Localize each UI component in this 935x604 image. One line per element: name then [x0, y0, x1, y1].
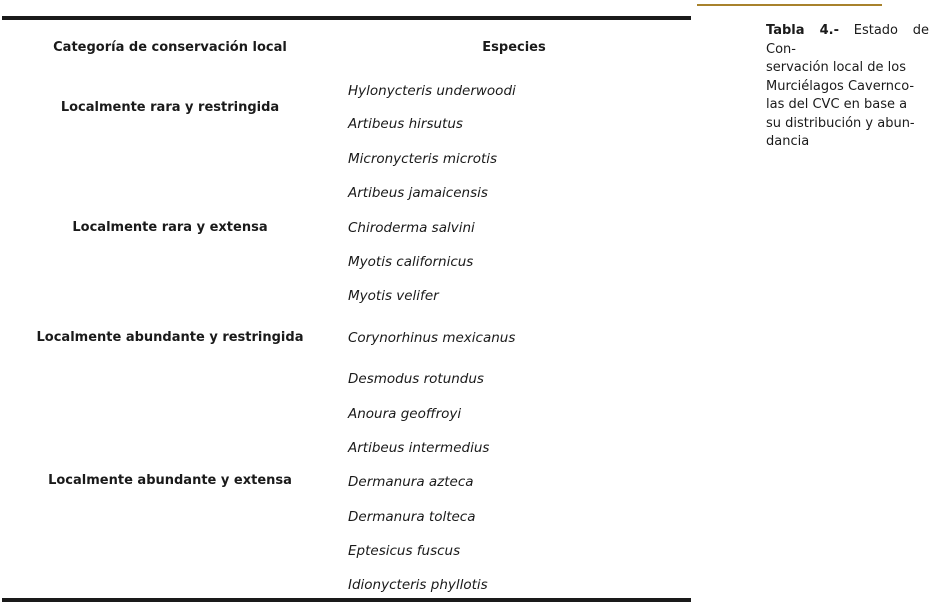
species-name: Hylonycteris underwoodi — [348, 83, 516, 99]
caption-line: las del CVC en base a — [766, 97, 908, 112]
caption-label: Tabla 4.- — [766, 23, 840, 38]
caption-line: su distribución y abun- — [766, 115, 915, 131]
caption-line: Murciélagos Cavernco- — [766, 78, 915, 94]
caption-line: dancia — [766, 134, 810, 149]
table-caption — [766, 22, 929, 152]
column-header-species: Especies — [482, 40, 546, 55]
category-label: Localmente abundante y extensa — [48, 473, 292, 488]
caption-accent-rule — [697, 4, 882, 6]
species-name: Myotis californicus — [348, 254, 474, 270]
species-name: Desmodus rotundus — [348, 371, 484, 387]
caption-line: servación local de los — [766, 60, 907, 75]
species-name: Anoura geoffroyi — [348, 406, 462, 422]
species-name: Artibeus hirsutus — [348, 116, 463, 132]
category-label: Localmente rara y extensa — [72, 220, 268, 235]
category-label: Localmente rara y restringida — [60, 100, 280, 115]
species-name: Micronycteris microtis — [348, 151, 498, 167]
species-name: Myotis velifer — [348, 288, 439, 304]
table-top-rule — [2, 16, 691, 20]
species-name: Corynorhinus mexicanus — [348, 330, 516, 346]
species-name: Eptesicus fuscus — [348, 543, 461, 559]
species-name: Artibeus intermedius — [348, 440, 490, 456]
species-name: Dermanura azteca — [348, 474, 474, 490]
caption-line: Estado de Con- — [766, 23, 929, 57]
category-label: Localmente abundante y restringida — [36, 330, 304, 345]
species-name: Chiroderma salvini — [348, 220, 475, 236]
species-name: Dermanura tolteca — [348, 509, 476, 525]
species-name: Artibeus jamaicensis — [348, 185, 488, 201]
species-name: Idionycteris phyllotis — [348, 577, 488, 593]
table-bottom-rule — [2, 598, 691, 602]
column-header-category: Categoría de conservación local — [53, 40, 287, 55]
